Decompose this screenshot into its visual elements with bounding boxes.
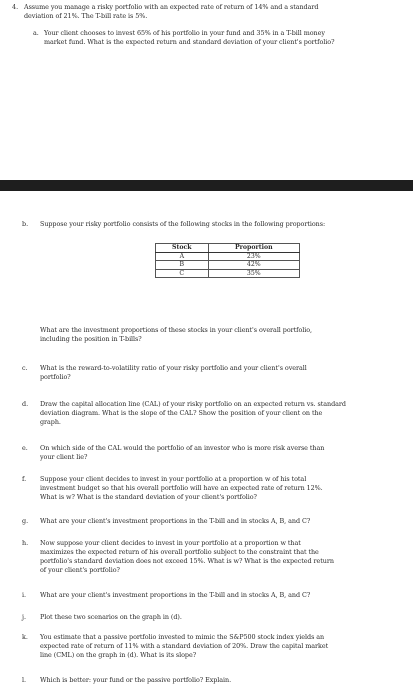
table-row [156,261,300,270]
part-label-j: j. [22,613,27,621]
question-intro-line: Assume you manage a risky portfolio with an expected rate of return of 14% and a standard [24,3,319,11]
part-h-text: portfolio's standard deviation does not exceed 15%. What is w? What is the expected return [40,557,334,565]
part-label-f: f. [22,475,27,483]
part-h-text: Now suppose your client decides to invest in your portfolio at a proportion w that [40,539,301,547]
part-d-text: deviation diagram. What is the slope of the CAL? Show the position of your client on the [40,409,323,417]
part-e-text: On which side of the CAL would the portfolio of an investor who is more risk averse than [40,444,325,452]
part-d-text: Draw the capital allocation line (CAL) of your risky portfolio on an expected return vs. standard [40,400,346,408]
table-cell-stock: A [156,252,209,261]
part-e-text: your client lie? [40,453,88,461]
part-f-text: Suppose your client decides to invest in your portfolio at a proportion w of his total [40,475,307,483]
part-c-text: What is the reward-to-volatility ratio of your risky portfolio and your client's overall [40,364,307,372]
part-c-text: portfolio? [40,373,71,381]
part-label-g: g. [22,517,29,525]
table-header-row [156,244,300,253]
part-h-text: of your client's portfolio? [40,566,120,574]
part-j-text: Plot these two scenarios on the graph in (d). [40,613,182,621]
table-row [156,252,300,261]
part-i-text: What are your client's investment proportions in the T-bill and in stocks A, B, and C? [40,591,311,599]
part-label-h: h. [22,539,29,547]
table-cell-stock: C [156,269,209,278]
part-label-d: d. [22,400,29,408]
part-label-e: e. [22,444,28,452]
part-label-k: k. [22,633,28,641]
part-b-text: including the position in T-bills? [40,335,142,343]
stock-proportion-table [155,243,300,278]
table-cell-stock: B [156,261,209,270]
part-h-text: maximizes the expected return of his overall portfolio subject to the constraint that the [40,548,319,556]
part-label-c: c. [22,364,28,372]
part-a-text: market fund. What is the expected return and standard deviation of your client's portfolio? [44,38,335,46]
table-cell-proportion: 42% [208,261,299,270]
table-cell-proportion: 35% [208,269,299,278]
part-b-text: Suppose your risky portfolio consists of the following stocks in the following proportions: [40,220,326,228]
part-a-text: Your client chooses to invest 65% of his portfolio in your fund and 35% in a T-bill money [44,29,325,37]
part-l-text: Which is better: your fund or the passive portfolio? Explain. [40,676,232,684]
part-label-l: l. [22,676,27,684]
part-b-text: What are the investment proportions of these stocks in your client's overall portfolio, [40,326,313,334]
part-label-i: i. [22,591,27,599]
part-f-text: What is w? What is the standard deviation of your client's portfolio? [40,493,257,501]
part-k-text: line (CML) on the graph in (d). What is its slope? [40,651,197,659]
table-header-stock: Stock [156,244,209,253]
part-g-text: What are your client's investment proportions in the T-bill and in stocks A, B, and C? [40,517,311,525]
part-d-text: graph. [40,418,61,426]
table-header-proportion: Proportion [208,244,299,253]
part-k-text: You estimate that a passive portfolio invested to mimic the S&P500 stock index yields an [40,633,325,641]
table-row [156,269,300,278]
table-cell-proportion: 23% [208,252,299,261]
part-label-b: b. [22,220,29,228]
part-f-text: investment budget so that his overall portfolio will have an expected rate of return 12%. [40,484,323,492]
question-intro-line: deviation of 21%. The T-bill rate is 5%. [24,12,148,20]
question-number: 4. [12,3,19,11]
part-label-a: a. [33,29,39,37]
page-separator-bar [0,180,413,191]
part-k-text: expected rate of return of 11% with a standard deviation of 20%. Draw the capital market [40,642,329,650]
